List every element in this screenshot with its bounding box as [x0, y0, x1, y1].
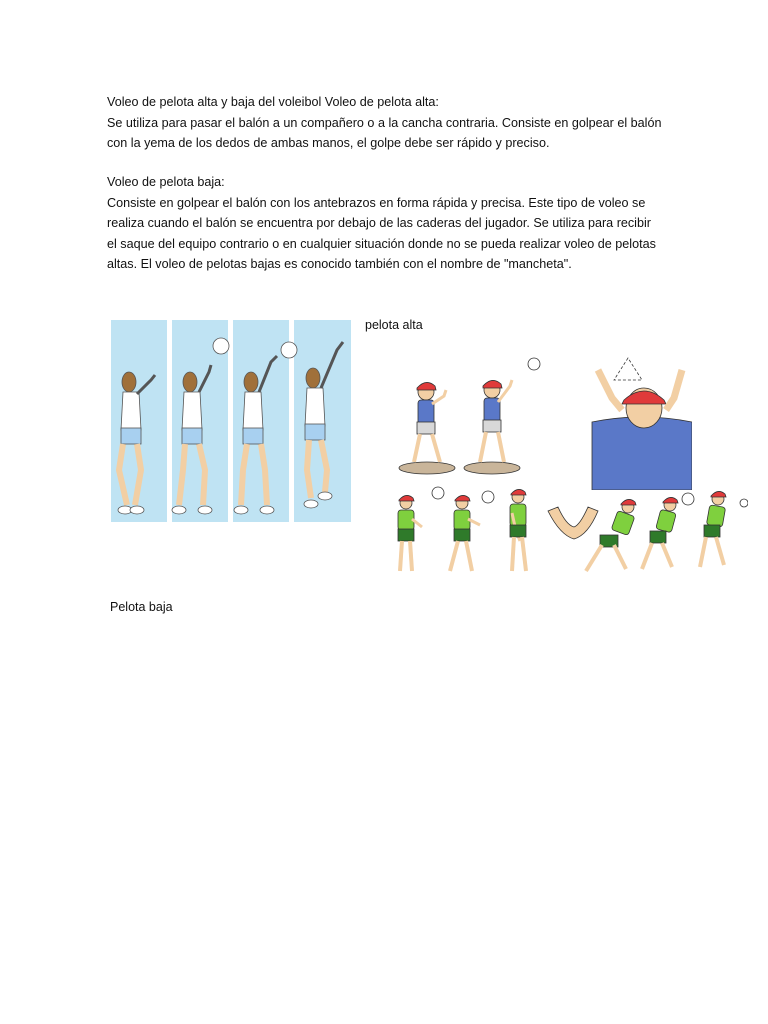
caption-pelota-baja: Pelota baja — [110, 600, 173, 614]
volleyball — [740, 499, 748, 507]
volleyball — [213, 338, 229, 354]
text-line: Consiste en golpear el balón con los antebrazos en forma rápida y precisa. Este tipo de voleo se — [107, 195, 646, 210]
player-figure — [700, 491, 748, 567]
player-figure — [399, 382, 455, 474]
player-figure — [464, 358, 540, 474]
text-line: con la yema de los dedos de ambas manos, el golpe debe ser rápido y preciso. — [107, 136, 550, 151]
hands-closeup — [548, 507, 598, 539]
player-figure — [450, 495, 480, 571]
text-line: altas. El voleo de pelotas bajas es conocido también con el nombre de "mancheta". — [107, 257, 572, 272]
text-line: realiza cuando el balón se encuentra por debajo de las caderas del jugador. Se utiliza para recibir — [107, 216, 651, 231]
text-line: el saque del equipo contrario o en cualquier situación donde no se pueda realizar voleo de pelotas — [107, 236, 656, 251]
text-line: Se utiliza para pasar el balón a un compañero o a la cancha contraria. Consiste en golpear el balón — [107, 115, 662, 130]
volleyball — [482, 491, 494, 503]
heading-line: Voleo de pelota baja: — [107, 175, 225, 189]
volley-sequence-illustration — [111, 320, 351, 522]
volleyball — [682, 493, 694, 505]
volleyball — [432, 487, 444, 499]
low-volley-boys-illustration — [388, 485, 748, 580]
player-figure — [510, 489, 526, 571]
caption-pelota-alta: pelota alta — [365, 318, 423, 332]
paragraph-low-volley — [107, 172, 667, 275]
player-figure — [398, 495, 422, 571]
paragraph-high-volley — [107, 92, 667, 154]
volleyball — [281, 342, 297, 358]
volleyball — [528, 358, 540, 370]
player-closeup — [592, 358, 692, 490]
heading-line: Voleo de pelota alta y baja del voleibol Voleo de pelota alta: — [107, 95, 439, 109]
high-volley-boys-illustration — [392, 350, 692, 490]
player-figure — [642, 493, 694, 569]
